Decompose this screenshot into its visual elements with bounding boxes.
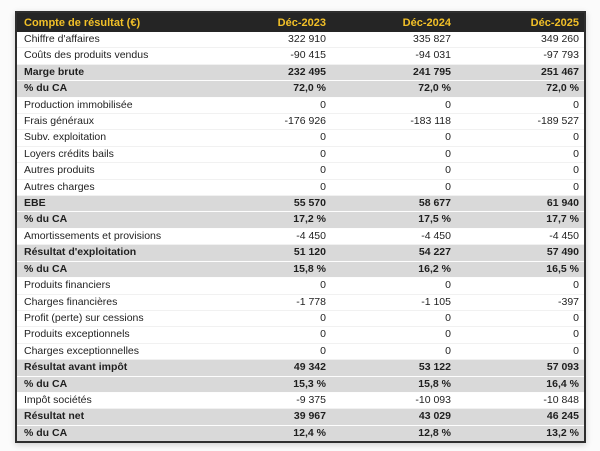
table-row	[16, 278, 585, 294]
value-cell: 12,8 %	[326, 425, 451, 442]
value-cell: 0	[451, 343, 585, 359]
table-row	[16, 294, 585, 310]
value-cell: -1 105	[326, 294, 451, 310]
row-label: % du CA	[16, 81, 201, 97]
table-row	[16, 48, 585, 64]
row-label: Amortissements et provisions	[16, 228, 201, 244]
value-cell: 54 227	[326, 245, 451, 261]
column-header-dec-2023: Déc-2023	[201, 12, 326, 32]
table-row	[16, 32, 585, 48]
value-cell: 0	[201, 343, 326, 359]
table-row	[16, 163, 585, 179]
table-row	[16, 114, 585, 130]
value-cell: 0	[326, 130, 451, 146]
value-cell: 0	[201, 146, 326, 162]
table-row	[16, 343, 585, 359]
value-cell: 43 029	[326, 409, 451, 425]
table-row	[16, 310, 585, 326]
value-cell: 0	[451, 179, 585, 195]
value-cell: 0	[451, 130, 585, 146]
value-cell: -10 093	[326, 392, 451, 408]
row-label: Chiffre d'affaires	[16, 32, 201, 48]
table-row	[16, 261, 585, 277]
value-cell: 15,8 %	[326, 376, 451, 392]
value-cell: 0	[451, 310, 585, 326]
table-row	[16, 179, 585, 195]
row-label: Frais généraux	[16, 114, 201, 130]
value-cell: -189 527	[451, 114, 585, 130]
value-cell: -183 118	[326, 114, 451, 130]
column-header-dec-2024: Déc-2024	[326, 12, 451, 32]
value-cell: -9 375	[201, 392, 326, 408]
row-label: EBE	[16, 196, 201, 212]
value-cell: -97 793	[451, 48, 585, 64]
row-label: Autres produits	[16, 163, 201, 179]
row-label: Coûts des produits vendus	[16, 48, 201, 64]
value-cell: 72,0 %	[201, 81, 326, 97]
value-cell: 46 245	[451, 409, 585, 425]
table-row	[16, 196, 585, 212]
value-cell: -4 450	[201, 228, 326, 244]
value-cell: 0	[201, 130, 326, 146]
row-label: Charges financières	[16, 294, 201, 310]
value-cell: -176 926	[201, 114, 326, 130]
row-label: Produits financiers	[16, 278, 201, 294]
value-cell: 17,2 %	[201, 212, 326, 228]
value-cell: 61 940	[451, 196, 585, 212]
table-row	[16, 245, 585, 261]
value-cell: -94 031	[326, 48, 451, 64]
value-cell: 15,3 %	[201, 376, 326, 392]
value-cell: -10 848	[451, 392, 585, 408]
value-cell: 57 490	[451, 245, 585, 261]
value-cell: 13,2 %	[451, 425, 585, 442]
row-label: % du CA	[16, 425, 201, 442]
value-cell: -90 415	[201, 48, 326, 64]
value-cell: 0	[326, 310, 451, 326]
table-title: Compte de résultat (€)	[16, 12, 201, 32]
value-cell: 0	[326, 97, 451, 113]
value-cell: 17,5 %	[326, 212, 451, 228]
value-cell: -4 450	[451, 228, 585, 244]
value-cell: 241 795	[326, 64, 451, 80]
row-label: % du CA	[16, 261, 201, 277]
value-cell: 51 120	[201, 245, 326, 261]
header-row	[16, 12, 585, 32]
row-label: % du CA	[16, 212, 201, 228]
row-label: Impôt sociétés	[16, 392, 201, 408]
row-label: Autres charges	[16, 179, 201, 195]
value-cell: 58 677	[326, 196, 451, 212]
value-cell: 0	[326, 327, 451, 343]
table-row	[16, 64, 585, 80]
table-row	[16, 130, 585, 146]
value-cell: 53 122	[326, 360, 451, 376]
table-row	[16, 212, 585, 228]
value-cell: -1 778	[201, 294, 326, 310]
value-cell: 0	[451, 327, 585, 343]
value-cell: 349 260	[451, 32, 585, 48]
row-label: Produits exceptionnels	[16, 327, 201, 343]
value-cell: 16,5 %	[451, 261, 585, 277]
value-cell: 0	[201, 310, 326, 326]
value-cell: 0	[451, 97, 585, 113]
value-cell: 39 967	[201, 409, 326, 425]
table-row	[16, 360, 585, 376]
table-row	[16, 97, 585, 113]
value-cell: 49 342	[201, 360, 326, 376]
row-label: Résultat avant impôt	[16, 360, 201, 376]
table-row	[16, 81, 585, 97]
row-label: Profit (perte) sur cessions	[16, 310, 201, 326]
value-cell: 57 093	[451, 360, 585, 376]
row-label: Résultat net	[16, 409, 201, 425]
table-row	[16, 327, 585, 343]
value-cell: 72,0 %	[451, 81, 585, 97]
value-cell: 0	[201, 327, 326, 343]
value-cell: 15,8 %	[201, 261, 326, 277]
income-statement	[15, 11, 584, 443]
value-cell: 335 827	[326, 32, 451, 48]
table-row	[16, 146, 585, 162]
value-cell: 0	[326, 343, 451, 359]
row-label: Production immobilisée	[16, 97, 201, 113]
value-cell: 0	[451, 163, 585, 179]
value-cell: 0	[326, 146, 451, 162]
value-cell: 251 467	[451, 64, 585, 80]
table-header	[16, 12, 585, 32]
column-header-dec-2025: Déc-2025	[451, 12, 585, 32]
table-row	[16, 228, 585, 244]
row-label: Subv. exploitation	[16, 130, 201, 146]
value-cell: 232 495	[201, 64, 326, 80]
value-cell: -4 450	[326, 228, 451, 244]
value-cell: 0	[201, 179, 326, 195]
row-label: % du CA	[16, 376, 201, 392]
table-row	[16, 376, 585, 392]
table-row	[16, 425, 585, 442]
value-cell: 0	[326, 179, 451, 195]
value-cell: 322 910	[201, 32, 326, 48]
table-body	[16, 32, 585, 442]
value-cell: 72,0 %	[326, 81, 451, 97]
value-cell: -397	[451, 294, 585, 310]
value-cell: 0	[201, 163, 326, 179]
value-cell: 55 570	[201, 196, 326, 212]
value-cell: 16,2 %	[326, 261, 451, 277]
value-cell: 16,4 %	[451, 376, 585, 392]
row-label: Loyers crédits bails	[16, 146, 201, 162]
value-cell: 0	[201, 97, 326, 113]
row-label: Résultat d'exploitation	[16, 245, 201, 261]
value-cell: 17,7 %	[451, 212, 585, 228]
row-label: Marge brute	[16, 64, 201, 80]
row-label: Charges exceptionnelles	[16, 343, 201, 359]
value-cell: 0	[326, 278, 451, 294]
value-cell: 0	[201, 278, 326, 294]
income-statement-table	[15, 11, 586, 443]
value-cell: 0	[451, 146, 585, 162]
value-cell: 0	[326, 163, 451, 179]
table-row	[16, 409, 585, 425]
value-cell: 12,4 %	[201, 425, 326, 442]
value-cell: 0	[451, 278, 585, 294]
table-row	[16, 392, 585, 408]
